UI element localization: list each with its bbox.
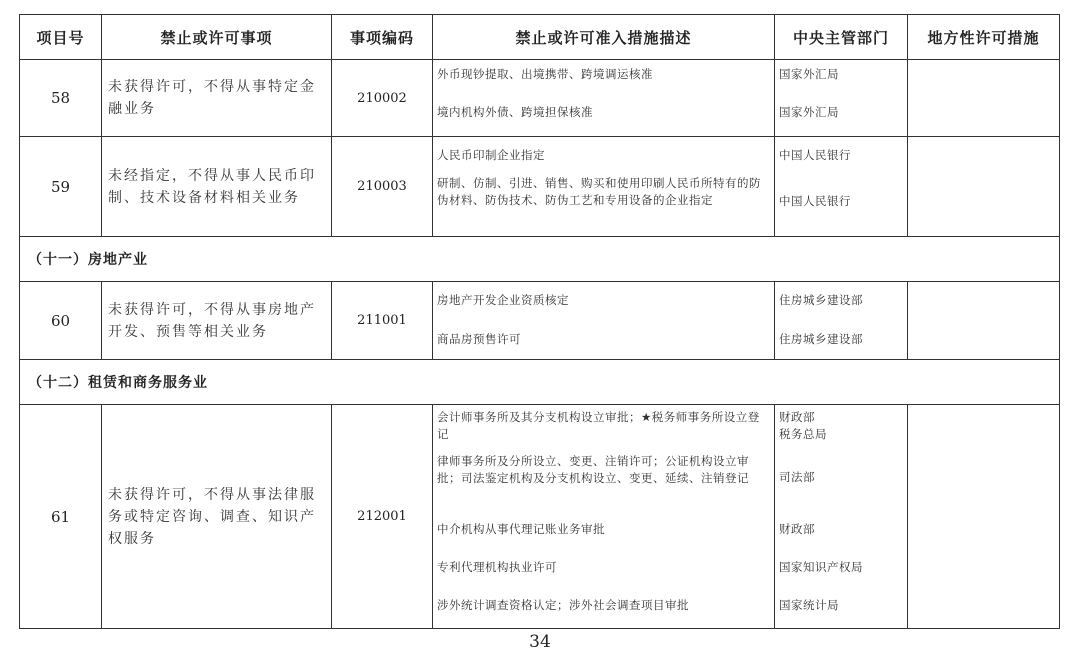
category-title: （十二）租赁和商务服务业: [20, 360, 1060, 405]
measure-description: 境内机构外债、跨境担保核准: [437, 105, 593, 119]
item-number: 60: [20, 282, 102, 360]
page-number: 34: [529, 632, 551, 652]
category-title: （十一）房地产业: [20, 237, 1060, 282]
header-item-number: 项目号: [20, 15, 102, 60]
table-row: [20, 282, 1060, 360]
table-header-row: [20, 15, 1060, 60]
item-code: 210003: [332, 137, 433, 237]
local-measures: [908, 137, 1060, 237]
table-row: [20, 405, 1060, 629]
item-number: 59: [20, 137, 102, 237]
item-number: 61: [20, 405, 102, 629]
measure-descriptions: [433, 405, 775, 629]
departments: [775, 282, 908, 360]
item-code: 211001: [332, 282, 433, 360]
department: 中国人民银行: [779, 194, 851, 208]
department: 财政部: [779, 522, 815, 536]
item-name: 未获得许可，不得从事房地产开发、预售等相关业务: [102, 282, 332, 360]
measure-description: 涉外统计调查资格认定；涉外社会调查项目审批: [437, 598, 689, 612]
department: 住房城乡建设部: [779, 332, 863, 346]
item-number: 58: [20, 60, 102, 137]
department: 财政部 税务总局: [779, 410, 827, 441]
measure-description: 中介机构从事代理记账业务审批: [437, 522, 605, 536]
header-central-department: 中央主管部门: [775, 15, 908, 60]
header-item-code: 事项编码: [332, 15, 433, 60]
item-name: 未经指定，不得从事人民币印制、技术设备材料相关业务: [102, 137, 332, 237]
department: 国家统计局: [779, 598, 839, 612]
header-item-name: 禁止或许可事项: [102, 15, 332, 60]
measure-description: 外币现钞提取、出境携带、跨境调运核准: [437, 67, 653, 81]
measure-descriptions: [433, 60, 775, 137]
measure-description: 商品房预售许可: [437, 332, 521, 346]
category-row: [20, 360, 1060, 405]
department: 国家外汇局: [779, 67, 839, 81]
departments: [775, 137, 908, 237]
measure-description: 房地产开发企业资质核定: [437, 293, 569, 307]
item-name: 未获得许可，不得从事法律服务或特定咨询、调查、知识产权服务: [102, 405, 332, 629]
measure-descriptions: [433, 137, 775, 237]
department: 国家外汇局: [779, 105, 839, 119]
measure-descriptions: [433, 282, 775, 360]
measure-description: 人民币印制企业指定: [437, 148, 545, 162]
local-measures: [908, 405, 1060, 629]
item-code: 212001: [332, 405, 433, 629]
header-local-measures: 地方性许可措施: [908, 15, 1060, 60]
measure-description: 律师事务所及分所设立、变更、注销许可；公证机构设立审批；司法鉴定机构及分支机构设立、变更、延续、注销登记: [437, 454, 749, 485]
item-name: 未获得许可，不得从事特定金融业务: [102, 60, 332, 137]
department: 国家知识产权局: [779, 560, 863, 574]
item-code: 210002: [332, 60, 433, 137]
header-measure-description: 禁止或许可准入措施描述: [433, 15, 775, 60]
category-row: [20, 237, 1060, 282]
table-row: [20, 60, 1060, 137]
local-measures: [908, 60, 1060, 137]
department: 司法部: [779, 470, 815, 484]
local-measures: [908, 282, 1060, 360]
table-row: [20, 137, 1060, 237]
measure-description: 专利代理机构执业许可: [437, 560, 557, 574]
departments: [775, 405, 908, 629]
department: 住房城乡建设部: [779, 293, 863, 307]
measure-description: 研制、仿制、引进、销售、购买和使用印刷人民币所特有的防伪材料、防伪技术、防伪工艺和专用设备的企业指定: [437, 176, 761, 207]
permit-table: [19, 14, 1060, 629]
departments: [775, 60, 908, 137]
measure-description: 会计师事务所及其分支机构设立审批；★税务师事务所设立登记: [437, 410, 760, 441]
department: 中国人民银行: [779, 148, 851, 162]
